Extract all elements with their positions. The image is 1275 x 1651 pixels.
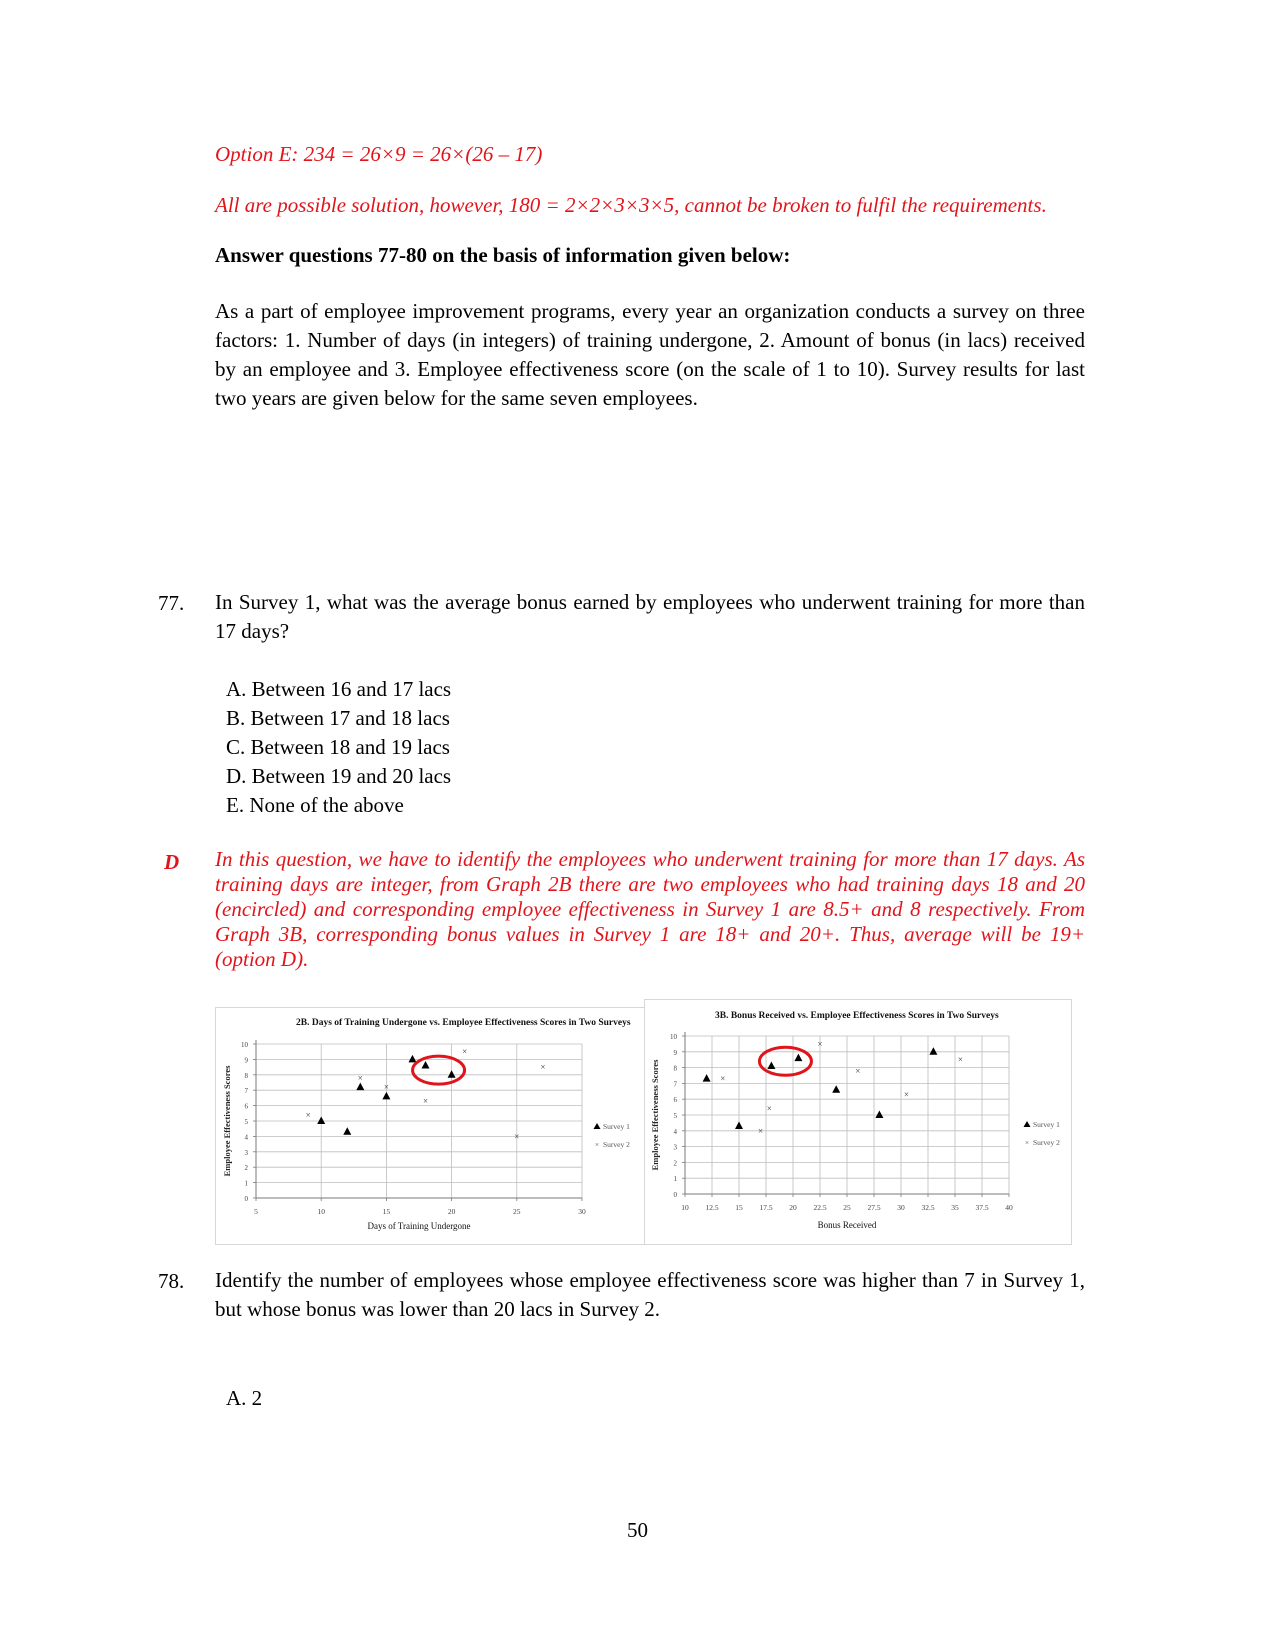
data-point-survey-1 xyxy=(356,1083,364,1091)
question-number: 78. xyxy=(158,1269,185,1293)
y-tick-label: 2 xyxy=(673,1159,677,1168)
data-point-survey-1 xyxy=(735,1122,743,1130)
x-tick-label: 12.5 xyxy=(705,1203,719,1212)
data-point-survey-2: × xyxy=(357,1072,363,1083)
section-heading: Answer questions 77-80 on the basis of information given below: xyxy=(215,243,791,267)
data-point-survey-2: × xyxy=(305,1109,311,1120)
y-tick-label: 9 xyxy=(673,1048,677,1057)
x-tick-label: 20 xyxy=(447,1207,456,1216)
data-point-survey-2: × xyxy=(957,1054,963,1065)
y-tick-label: 4 xyxy=(244,1133,248,1142)
y-tick-label: 1 xyxy=(244,1179,248,1188)
chart-2b-svg xyxy=(216,1008,644,1244)
solution-text: In this question, we have to identify the employees who underwent training for more than 17 days. As training days are integer, from Graph 2B there are two employees who had training days 18 and 20 (encircled) and corresponding employee effectiveness in Survey 1 are 8.5+ and 8 respectively. From Graph 3B, corresponding bonus values in Survey 1 are 18+ and 20+. Thus, average will be 19+ (option D). xyxy=(215,847,1085,971)
option-a: A. Between 16 and 17 lacs xyxy=(226,677,452,701)
chart-2b xyxy=(215,1007,645,1245)
y-tick-label: 10 xyxy=(670,1033,677,1041)
data-point-survey-1 xyxy=(343,1127,351,1135)
data-point-survey-2: × xyxy=(766,1103,772,1114)
data-point-survey-1 xyxy=(703,1074,711,1082)
y-tick-label: 3 xyxy=(244,1148,248,1157)
option-a: A. 2 xyxy=(226,1386,263,1410)
question-number: 77. xyxy=(158,591,185,615)
data-point-survey-1 xyxy=(448,1070,456,1078)
y-tick-label: 2 xyxy=(244,1164,248,1173)
data-point-survey-1 xyxy=(875,1111,883,1119)
chart-title: 2B. Days of Training Undergone vs. Employee Effectiveness Scores in Two Surveys xyxy=(296,1018,631,1028)
x-tick-label: 20 xyxy=(789,1203,797,1212)
data-point-survey-2: × xyxy=(462,1046,468,1057)
chart-title: 3B. Bonus Received vs. Employee Effectiveness Scores in Two Surveys xyxy=(715,1011,999,1021)
y-tick-label: 0 xyxy=(244,1195,248,1203)
data-point-survey-1 xyxy=(929,1047,937,1055)
intro-paragraph: As a part of employee improvement programs, every year an organization conducts a survey on three factors: 1. Number of days (in integers) of training undergone, 2. Amount of bonus (in lacs) received by an employee and 3. Employee effectiveness score (on the scale of 1 to 10). Survey results for last two years are given below for the same seven employees. xyxy=(215,299,1085,410)
legend-label-survey-2: Survey 2 xyxy=(1033,1138,1060,1147)
x-tick-label: 15 xyxy=(382,1207,391,1216)
y-axis-label: Employee Effectiveness Scores xyxy=(222,1065,232,1177)
x-tick-label: 15 xyxy=(735,1203,743,1212)
option-e: E. None of the above xyxy=(226,793,404,817)
data-point-survey-2: × xyxy=(383,1082,389,1093)
y-tick-label: 5 xyxy=(673,1112,677,1120)
legend-label-survey-1: Survey 1 xyxy=(1033,1120,1060,1129)
answer-letter: D xyxy=(164,850,180,874)
x-tick-label: 17.5 xyxy=(759,1203,773,1212)
highlight-circle xyxy=(413,1056,465,1084)
data-point-survey-1 xyxy=(767,1062,775,1070)
chart-3b xyxy=(644,999,1072,1245)
data-point-survey-2: × xyxy=(422,1095,429,1106)
y-tick-label: 0 xyxy=(673,1191,677,1199)
x-tick-label: 32.5 xyxy=(921,1203,935,1212)
y-tick-label: 8 xyxy=(673,1064,677,1073)
x-tick-label: 25 xyxy=(843,1203,851,1212)
data-point-survey-2: × xyxy=(903,1089,909,1100)
question-text: Identify the number of employees whose employee effectiveness score was higher than 7 in Survey 1, but whose bonus was lower than 20 lacs in Survey 2. xyxy=(215,1268,1085,1321)
y-tick-label: 9 xyxy=(244,1056,248,1065)
data-point-survey-2: × xyxy=(540,1062,546,1073)
x-tick-label: 25 xyxy=(513,1207,521,1216)
x-tick-label: 5 xyxy=(254,1207,258,1216)
question-text: In Survey 1, what was the average bonus earned by employees who underwent training for more than 17 days? xyxy=(215,590,1085,643)
x-tick-label: 10 xyxy=(317,1207,325,1216)
data-point-survey-2: × xyxy=(514,1131,520,1142)
y-tick-label: 7 xyxy=(244,1087,248,1096)
page-number: 50 xyxy=(627,1518,648,1542)
x-axis-label: Bonus Received xyxy=(817,1220,877,1230)
x-tick-label: 37.5 xyxy=(975,1203,989,1212)
option-e-line: Option E: 234 = 26×9 = 26×(26 – 17) xyxy=(215,142,543,166)
y-axis-label: Employee Effectiveness Scores xyxy=(650,1059,660,1171)
y-tick-label: 7 xyxy=(673,1080,677,1089)
x-tick-label: 30 xyxy=(578,1207,586,1216)
previous-conclusion: All are possible solution, however, 180 = 2×2×3×3×5, cannot be broken to fulfil the requirements. xyxy=(215,193,1047,217)
x-tick-label: 27.5 xyxy=(867,1203,881,1212)
option-c: C. Between 18 and 19 lacs xyxy=(226,735,450,759)
data-point-survey-1 xyxy=(422,1061,430,1069)
legend-marker-survey-1 xyxy=(1024,1121,1031,1127)
x-tick-label: 22.5 xyxy=(813,1203,827,1212)
y-tick-label: 6 xyxy=(673,1096,677,1105)
legend-marker-survey-2: × xyxy=(594,1140,600,1149)
y-tick-label: 1 xyxy=(673,1175,677,1184)
legend-marker-survey-2: × xyxy=(1024,1138,1030,1147)
data-point-survey-2: × xyxy=(758,1125,764,1136)
data-point-survey-1 xyxy=(408,1055,416,1063)
x-tick-label: 40 xyxy=(1005,1203,1013,1212)
data-point-survey-2: × xyxy=(855,1065,861,1076)
x-axis-label: Days of Training Undergone xyxy=(367,1221,471,1231)
data-point-survey-1 xyxy=(794,1054,802,1062)
legend-label-survey-2: Survey 2 xyxy=(603,1140,630,1149)
data-point-survey-2: × xyxy=(817,1038,823,1049)
y-tick-label: 8 xyxy=(244,1071,248,1080)
option-b: B. Between 17 and 18 lacs xyxy=(226,706,450,730)
legend-label-survey-1: Survey 1 xyxy=(603,1122,630,1131)
chart-3b-svg xyxy=(645,1000,1071,1244)
data-point-survey-2: × xyxy=(720,1073,726,1084)
x-tick-label: 10 xyxy=(681,1203,689,1212)
legend-marker-survey-1 xyxy=(594,1123,601,1129)
data-point-survey-1 xyxy=(832,1085,840,1093)
y-tick-label: 6 xyxy=(244,1102,248,1111)
option-d: D. Between 19 and 20 lacs xyxy=(226,764,452,788)
data-point-survey-1 xyxy=(317,1117,325,1125)
y-tick-label: 3 xyxy=(673,1143,677,1152)
data-point-survey-1 xyxy=(382,1092,390,1100)
y-tick-label: 5 xyxy=(244,1118,248,1126)
y-tick-label: 4 xyxy=(673,1127,677,1136)
x-tick-label: 35 xyxy=(951,1203,959,1212)
y-tick-label: 10 xyxy=(241,1041,248,1049)
x-tick-label: 30 xyxy=(897,1203,905,1212)
